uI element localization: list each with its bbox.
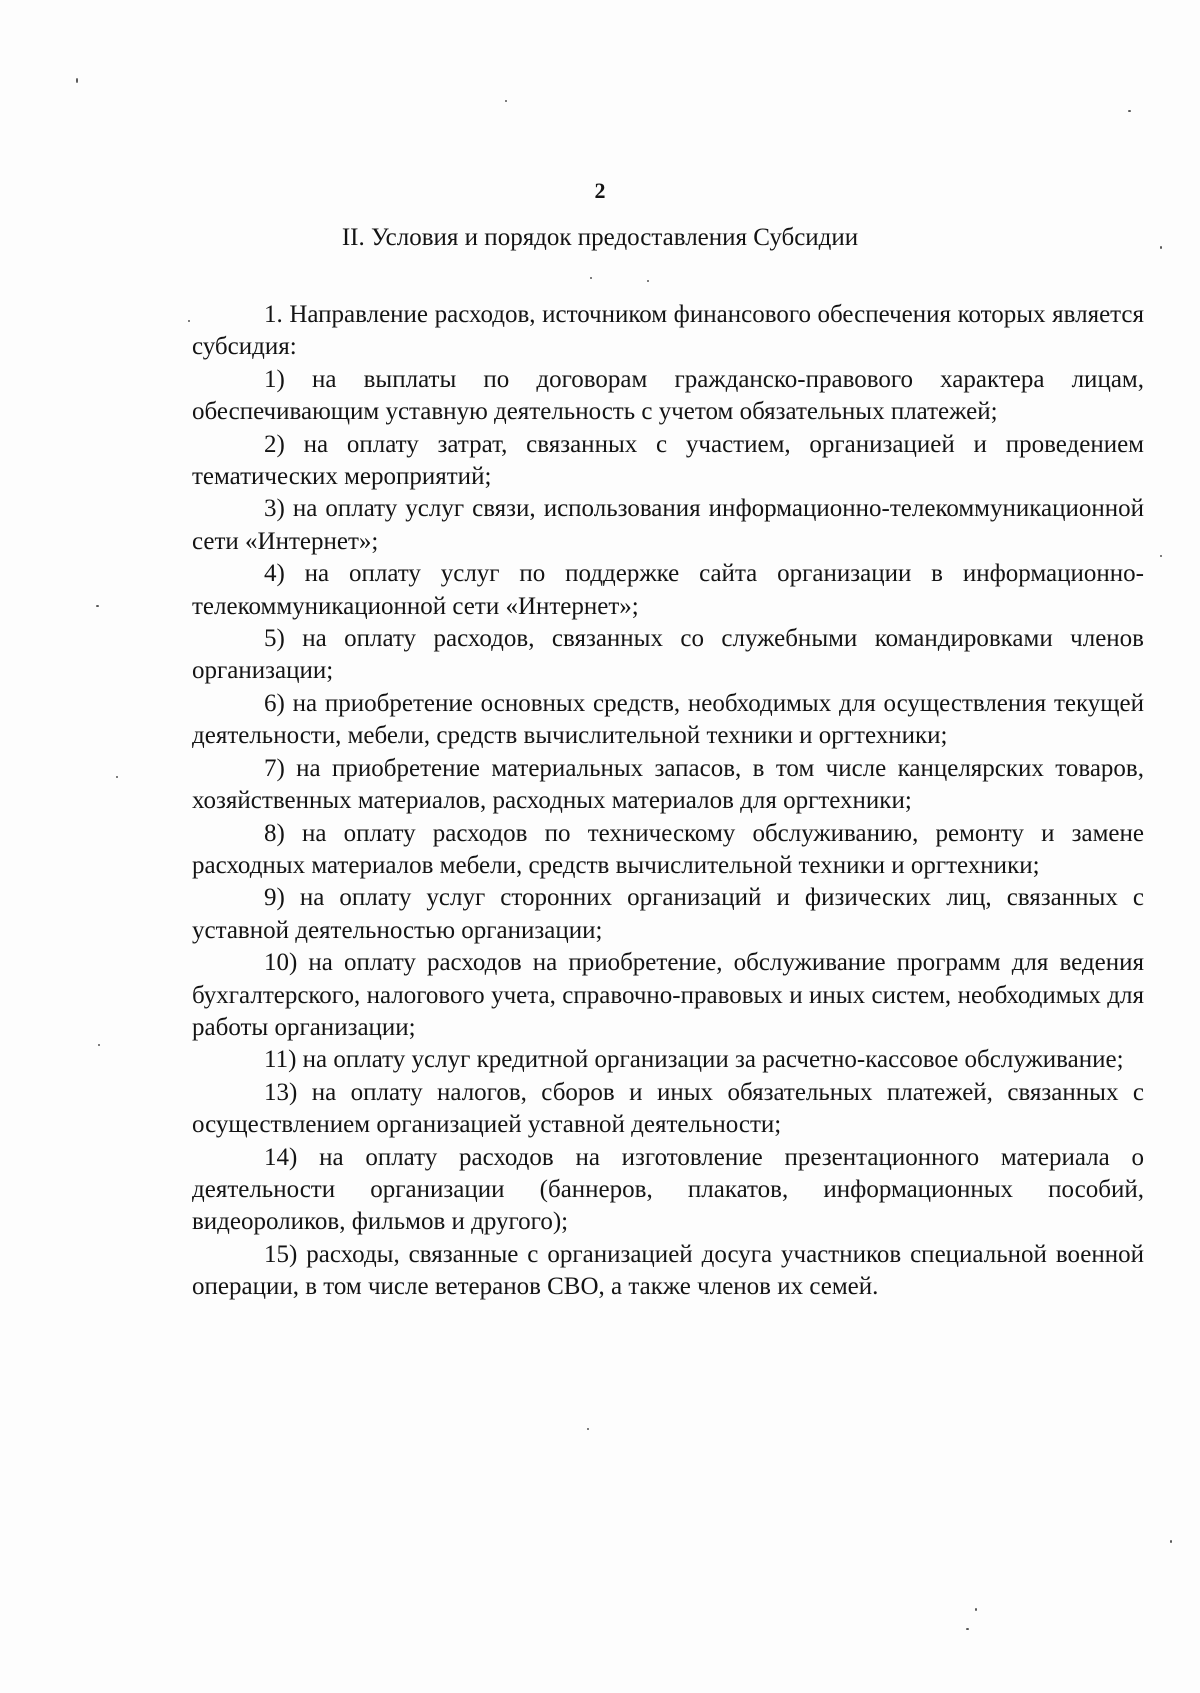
list-item-7: 7) на приобретение материальных запасов, в том числе канцелярских товаров, хозяйственных материалов, расходных материалов для оргтехники; <box>192 754 1144 815</box>
list-item-6: 6) на приобретение основных средств, необходимых для осуществления текущей деятельности, мебели, средств вычислительной техники и оргтехники; <box>192 689 1144 750</box>
scan-speck <box>647 280 649 282</box>
scan-speck <box>116 776 118 778</box>
scan-speck <box>975 1608 977 1611</box>
list-item-11: 11) на оплату услуг кредитной организации за расчетно-кассовое обслуживание; <box>264 1046 1124 1074</box>
scan-speck <box>1170 1540 1172 1543</box>
scan-speck <box>505 100 507 102</box>
list-item-1: 1) на выплаты по договорам гражданско-правового характера лицам, обеспечивающим уставную деятельность с учетом обязательных платежей; <box>192 365 1144 426</box>
list-item-4: 4) на оплату услуг по поддержке сайта организации в информационно-телекоммуникационной сети «Интернет»; <box>192 560 1144 620</box>
scan-speck <box>1160 555 1162 557</box>
list-item-3: 3) на оплату услуг связи, использования информационно-телекоммуникационной сети «Интернет»; <box>192 495 1144 555</box>
scan-speck <box>966 1628 969 1630</box>
list-item-8: 8) на оплату расходов по техническому обслуживанию, ремонту и замене расходных материалов мебели, средств вычислительной техники и оргтехники; <box>192 819 1144 879</box>
page-number: 2 <box>594 178 606 203</box>
list-item-15: 15) расходы, связанные с организацией досуга участников специальной военной операции, в том числе ветеранов СВО, а также членов их семей. <box>192 1240 1144 1301</box>
scan-speck <box>96 605 99 607</box>
scan-speck <box>587 1428 589 1430</box>
list-item-14: 14) на оплату расходов на изготовление презентационного материала о деятельности организации (баннеров, плакатов, информационных пособий, видеороликов, фильмов и другого); <box>192 1143 1144 1236</box>
section-title: II. Условия и порядок предоставления Субсидии <box>341 224 859 251</box>
scan-speck <box>590 277 592 279</box>
scan-speck <box>76 78 78 83</box>
body-text <box>192 299 1144 1304</box>
scan-speck <box>98 1044 100 1046</box>
paragraph-intro: 1. Направление расходов, источником финансового обеспечения которых является субсидия: <box>192 301 1144 361</box>
list-item-10: 10) на оплату расходов на приобретение, обслуживание программ для ведения бухгалтерского, налогового учета, справочно-правовых и иных систем, необходимых для работы организации; <box>192 949 1144 1041</box>
list-item-13: 13) на оплату налогов, сборов и иных обязательных платежей, связанных с осуществлением организацией уставной деятельности; <box>192 1078 1144 1139</box>
list-item-2: 2) на оплату затрат, связанных с участием, организацией и проведением тематических мероприятий; <box>192 430 1144 491</box>
list-item-9: 9) на оплату услуг сторонних организаций и физических лиц, связанных с уставной деятельностью организации; <box>192 884 1144 944</box>
list-item-5: 5) на оплату расходов, связанных со служебными командировками членов организации; <box>192 625 1144 685</box>
scan-speck <box>1128 110 1131 112</box>
scan-speck <box>188 320 190 322</box>
